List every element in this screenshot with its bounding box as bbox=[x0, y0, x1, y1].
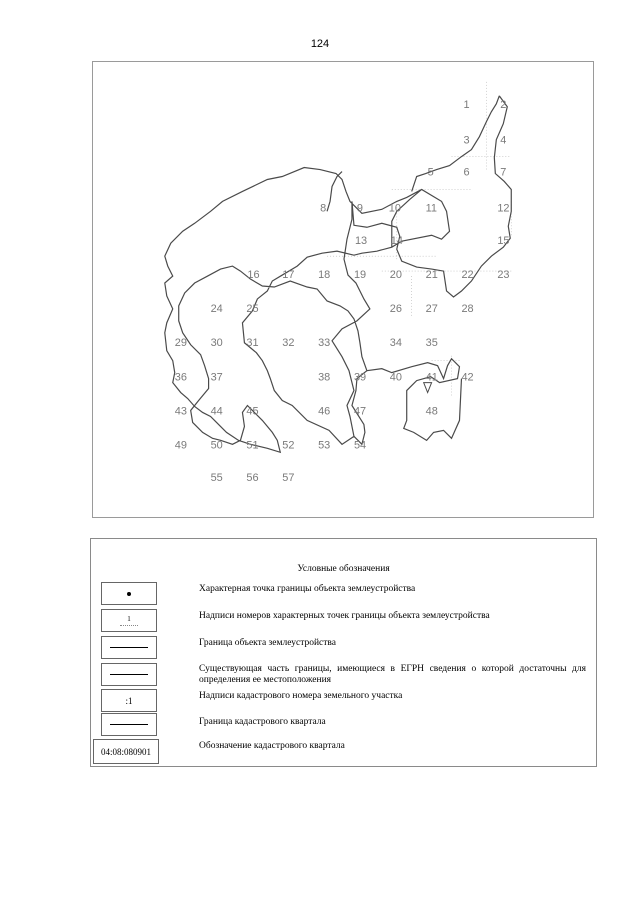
legend-title: Условные обозначения bbox=[297, 564, 390, 574]
point-label: 4 bbox=[500, 134, 507, 147]
point-label: 43 bbox=[174, 405, 187, 418]
legend-text: Надписи кадастрового номера земельного участка bbox=[199, 691, 403, 701]
point-label: 50 bbox=[210, 439, 223, 452]
point-label: 41 bbox=[425, 371, 438, 384]
point-label: 56 bbox=[246, 472, 259, 485]
solid-line-icon bbox=[110, 674, 148, 675]
point-label: 51 bbox=[246, 439, 259, 452]
point-label: 49 bbox=[174, 439, 187, 452]
point-label: 54 bbox=[353, 439, 367, 452]
point-label: 14 bbox=[390, 235, 403, 248]
point-label: 44 bbox=[210, 405, 223, 418]
point-label: 33 bbox=[318, 336, 331, 349]
legend-text: Надписи номеров характерных точек границы объекта землеустройства bbox=[199, 611, 490, 621]
legend-symbol bbox=[101, 689, 157, 712]
point-label: 20 bbox=[389, 269, 402, 282]
point-label: 10 bbox=[388, 202, 401, 215]
point-label: 22 bbox=[461, 269, 474, 282]
point-label: 16 bbox=[247, 269, 260, 282]
point-label: 26 bbox=[389, 302, 402, 315]
legend-symbol bbox=[101, 609, 157, 632]
point-label: 53 bbox=[318, 439, 331, 452]
point-label: 7 bbox=[500, 166, 507, 179]
legend-text: Характерная точка границы объекта землеустройства bbox=[199, 584, 416, 594]
point-label: 13 bbox=[354, 235, 368, 248]
point-label: 6 bbox=[463, 166, 470, 179]
point-label: 23 bbox=[497, 269, 510, 282]
legend-text: Существующая часть границы, имеющиеся в ЕГРН сведения о которой достаточны для определения ее местоположения bbox=[199, 664, 586, 685]
point-label: 21 bbox=[425, 269, 438, 282]
point-label: 45 bbox=[246, 405, 259, 418]
point-label: 52 bbox=[282, 439, 295, 452]
point-label: 55 bbox=[210, 472, 223, 485]
legend-text: Граница кадастрового квартала bbox=[199, 717, 326, 727]
point-label: 38 bbox=[318, 371, 331, 384]
point-label: 42 bbox=[461, 371, 474, 384]
legend-symbol-text: :1 bbox=[125, 695, 133, 706]
point-label: 39 bbox=[353, 371, 367, 384]
point-label: 36 bbox=[174, 371, 187, 384]
point-dot-icon bbox=[127, 592, 131, 596]
point-label: 11 bbox=[425, 202, 437, 215]
point-label: 9 bbox=[356, 202, 364, 215]
point-label: 5 bbox=[427, 166, 434, 179]
page-number: 124 bbox=[310, 38, 330, 50]
point-label: 17 bbox=[282, 269, 295, 282]
point-label: 31 bbox=[246, 336, 259, 349]
legend-symbol-text: 1 bbox=[127, 615, 131, 623]
point-number-icon bbox=[120, 615, 138, 626]
legend-text: Обозначение кадастрового квартала bbox=[199, 741, 345, 751]
point-label: 3 bbox=[463, 134, 470, 147]
point-label: 1 bbox=[463, 98, 470, 111]
point-label: 15 bbox=[497, 235, 510, 248]
point-label: 29 bbox=[174, 336, 187, 349]
solid-line-icon bbox=[110, 724, 148, 725]
point-label: 8 bbox=[320, 202, 327, 215]
legend-symbol bbox=[101, 636, 157, 659]
legend-text: Граница объекта землеустройства bbox=[199, 638, 336, 648]
point-label: 2 bbox=[500, 98, 507, 111]
boundary-loop bbox=[424, 383, 432, 393]
legend-symbol bbox=[101, 582, 157, 605]
boundary-line bbox=[165, 96, 511, 452]
point-label: 24 bbox=[210, 302, 223, 315]
map-drawing bbox=[93, 62, 593, 517]
dotted-underline-icon bbox=[120, 625, 138, 626]
legend-symbol bbox=[93, 739, 159, 764]
point-label: 12 bbox=[497, 202, 510, 215]
legend-symbol bbox=[101, 663, 157, 686]
solid-line-icon bbox=[110, 647, 148, 648]
point-label: 27 bbox=[425, 302, 438, 315]
point-label: 32 bbox=[282, 336, 295, 349]
point-label: 48 bbox=[425, 405, 438, 418]
point-label: 19 bbox=[353, 269, 367, 282]
point-label: 40 bbox=[389, 371, 402, 384]
legend bbox=[90, 538, 597, 767]
point-label: 35 bbox=[425, 336, 438, 349]
point-label: 34 bbox=[389, 336, 402, 349]
point-label: 28 bbox=[461, 302, 474, 315]
point-label: 18 bbox=[318, 269, 331, 282]
legend-symbol bbox=[101, 713, 157, 736]
point-label: 57 bbox=[282, 472, 295, 485]
cadastral-map bbox=[92, 61, 594, 518]
point-label: 25 bbox=[246, 302, 259, 315]
legend-symbol-text: 04:08:080901 bbox=[100, 746, 151, 757]
point-label: 46 bbox=[318, 405, 331, 418]
point-labels bbox=[175, 99, 510, 484]
point-label: 47 bbox=[353, 405, 367, 418]
point-label: 37 bbox=[210, 371, 223, 384]
point-label: 30 bbox=[210, 336, 223, 349]
